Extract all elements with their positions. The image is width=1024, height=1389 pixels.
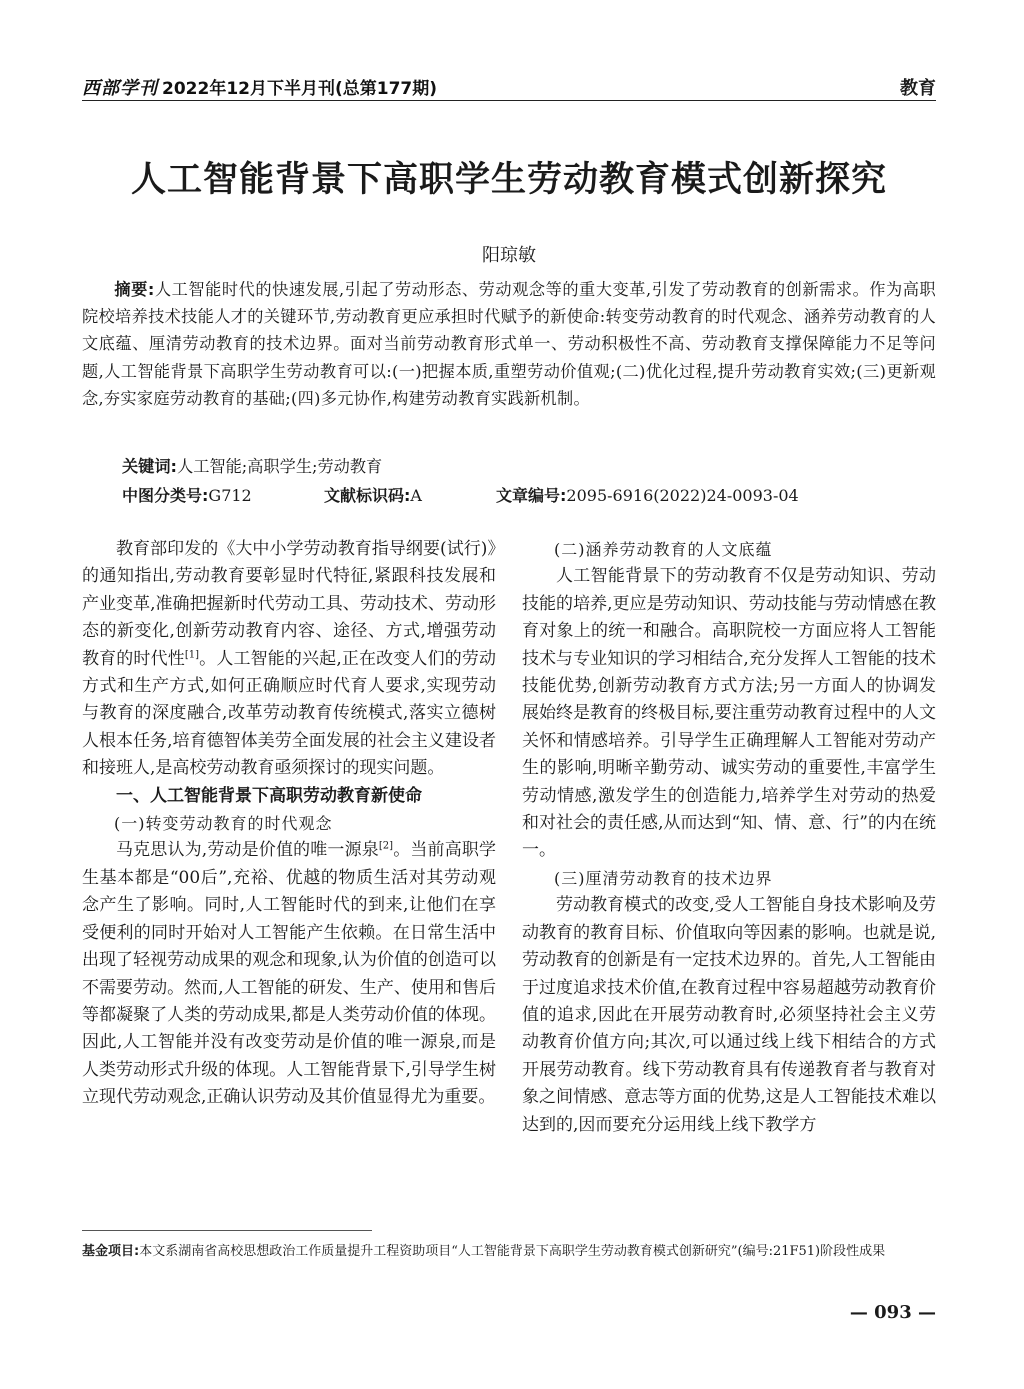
keywords-label: 关键词: xyxy=(122,457,178,476)
abstract-label: 摘要: xyxy=(114,280,155,299)
intro-paragraph xyxy=(82,536,496,783)
keywords-text: 人工智能;高职学生;劳动教育 xyxy=(177,457,383,476)
issue-info: 2022年12月下半月刊(总第177期) xyxy=(162,79,437,99)
journal-logo: 西部学刊 xyxy=(82,78,158,99)
clc-value: G712 xyxy=(208,486,252,505)
article-title: 人工智能背景下高职学生劳动教育模式创新探究 xyxy=(130,159,887,200)
right-column xyxy=(522,536,936,1139)
page-number: — 093 — xyxy=(849,1302,936,1323)
paragraph-1-text-b: 。当前高职学生基本都是“00后”,充裕、优越的物质生活对其劳动观念产生了影响。同时,人工智能时代的到来,让他们在享受便利的同时开始对人工智能产生依赖。在日常生活中出现了轻视劳动成果的观念和现象,认为价值的创造可以不需要劳动。然而,人工智能的研发、生产、使用和售后等都凝聚了人类的劳动成果,都是人类劳动价值的体现。因此,人工智能并没有改变劳动是价值的唯一源泉,而是人类劳动形式升级的体现。人工智能背景下,引导学生树立现代劳动观念,正确认识劳动及其价值显得尤为重要。 xyxy=(82,840,497,1108)
running-header xyxy=(82,70,936,101)
paragraph-2: 人工智能背景下的劳动教育不仅是劳动知识、劳动技能的培养,更应是劳动知识、劳动技能与劳动情感在教育对象上的统一和融合。高职院校一方面应将人工智能技术与专业知识的学习相结合,充分发挥人工智能的技术技能优势,创新劳动教育方式方法;另一方面人的协调发展始终是教育的终极目标,要注重劳动教育过程中的人文关怀和情感培养。引导学生正确理解人工智能对劳动产生的影响,明晰辛勤劳动、诚实劳动的重要性,丰富学生劳动情感,激发学生的创造能力,培养学生对劳动的热爱和对社会的责任感,从而达到“知、情、意、行”的内在统一。 xyxy=(522,566,936,861)
section-name: 教育 xyxy=(900,78,936,99)
keywords xyxy=(122,453,936,480)
paragraph-3: 劳动教育模式的改变,受人工智能自身技术影响及劳动教育的教育目标、价值取向等因素的影响。也就是说,劳动教育的创新是有一定技术边界的。首先,人工智能由于过度追求技术价值,在教育过程中容易超越劳动教育价值的追求,因此在开展劳动教育时,必须坚持社会主义劳动教育价值方向;其次,可以通过线上线下相结合的方式开展劳动教育。线下劳动教育具有传递教育者与教育对象之间情感、意志等方面的优势,这是人工智能技术难以达到的,因而要充分运用线上线下教学方 xyxy=(522,895,936,1135)
doc-code-label: 文献标识码: xyxy=(324,486,411,505)
subsection-heading-2: (二)涵养劳动教育的人文底蕴 xyxy=(554,540,773,559)
fund-label: 基金项目: xyxy=(82,1244,140,1259)
intro-text-b: 。人工智能的兴起,正在改变人们的劳动方式和生产方式,如何正确顺应时代育人要求,实现劳动与教育的深度融合,改革劳动教育传统模式,落实立德树人根本任务,培育德智体美劳全面发展的社会主义建设者和接班人,是高校劳动教育亟须探讨的现实问题。 xyxy=(82,648,497,779)
fund-note xyxy=(82,1240,936,1264)
left-column xyxy=(82,536,496,1112)
clc-block xyxy=(122,482,252,509)
abstract xyxy=(82,276,936,412)
citation-1: [1] xyxy=(184,648,200,660)
subsection-heading-3: (三)厘清劳动教育的技术边界 xyxy=(554,868,773,888)
fund-text: 本文系湖南省高校思想政治工作质量提升工程资助项目“人工智能背景下高职学生劳动教育模式创新研究”(编号:21F51)阶段性成果 xyxy=(139,1244,886,1259)
article-meta xyxy=(122,482,936,509)
footnote-divider xyxy=(82,1230,372,1231)
clc-label: 中图分类号: xyxy=(122,486,209,505)
intro-text-a: 教育部印发的《大中小学劳动教育指导纲要(试行)》的通知指出,劳动教育要彰显时代特征,紧跟科技发展和产业变革,准确把握新时代劳动工具、劳动技术、劳动形态的新变化,创新劳动教育内容、途径、方式,增强劳动教育的时代性 xyxy=(82,539,496,669)
citation-2: [2] xyxy=(378,840,394,852)
subsection-heading-1: (一)转变劳动教育的时代观念 xyxy=(114,814,333,834)
doc-code-block xyxy=(324,482,422,509)
paragraph-1 xyxy=(82,837,496,1111)
article-no-label: 文章编号: xyxy=(496,486,567,505)
paragraph-1-text-a: 马克思认为,劳动是价值的唯一源泉 xyxy=(116,840,379,861)
section-heading-1: 一、人工智能背景下高职劳动教育新使命 xyxy=(116,785,422,806)
doc-code-value: A xyxy=(410,486,422,505)
article-no-block xyxy=(496,482,799,509)
author-name: 阳琼敏 xyxy=(482,245,536,266)
abstract-text: 人工智能时代的快速发展,引起了劳动形态、劳动观念等的重大变革,引发了劳动教育的创新需求。作为高职院校培养技术技能人才的关键环节,劳动教育更应承担时代赋予的新使命:转变劳动教育的时代观念、涵养劳动教育的人文底蕴、厘清劳动教育的技术边界。面对当前劳动教育形式单一、劳动积极性不高、劳动教育支撑保障能力不足等问题,人工智能背景下高职学生劳动教育可以:(一)把握本质,重塑劳动价值观;(二)优化过程,提升劳动教育实效;(三)更新观念,夯实家庭劳动教育的基础;(四)多元协作,构建劳动教育实践新机制。 xyxy=(82,280,937,408)
article-no-value: 2095-6916(2022)24-0093-04 xyxy=(566,486,799,505)
